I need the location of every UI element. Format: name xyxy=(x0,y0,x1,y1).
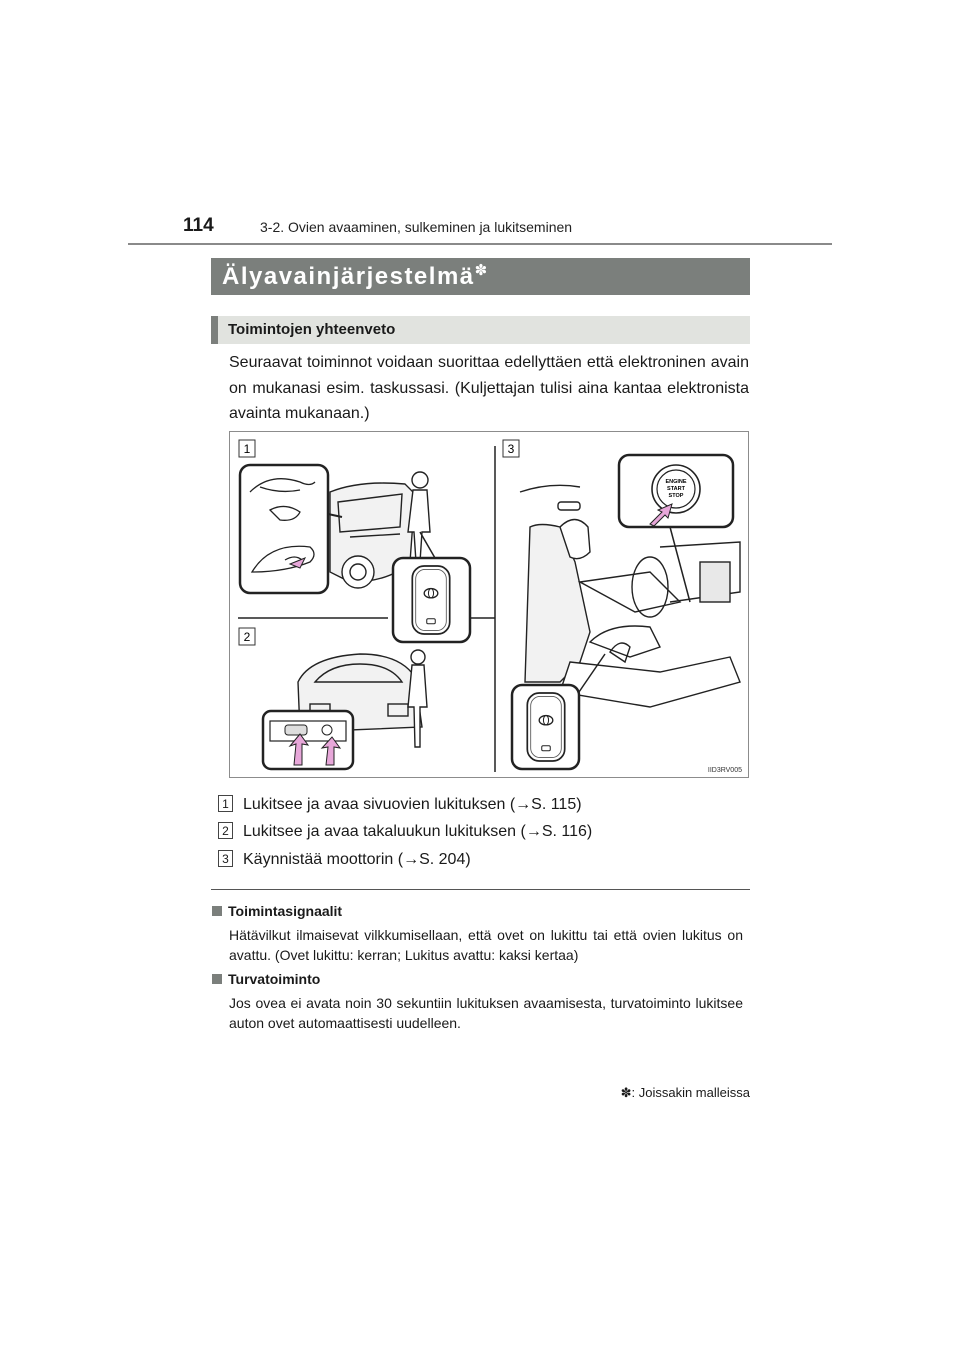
note-body: Jos ovea ei avata noin 30 sekuntiin lukituksen avaamisesta, turvatoiminto lukitsee auton ovet automaattisesti uudelleen. xyxy=(229,995,743,1031)
asterisk-icon: ✽ xyxy=(620,1085,632,1100)
footnote-text: : Joissakin malleissa xyxy=(631,1085,750,1100)
illustration-label-1 xyxy=(239,440,255,457)
engine-start-button-inset xyxy=(619,455,733,527)
key-fob-inset-3 xyxy=(512,685,579,769)
door-handle-inset xyxy=(240,465,328,593)
section-divider xyxy=(211,889,750,890)
section-title: 3-2. Ovien avaaminen, sulkeminen ja lukitseminen xyxy=(260,219,573,235)
item-text: Lukitsee ja avaa takaluukun lukituksen (→S. 116) xyxy=(243,823,593,840)
item-number: 1 xyxy=(218,795,233,812)
illustration-label-3 xyxy=(503,440,519,457)
note-title: Toimintasignaalit xyxy=(228,903,343,919)
smart-key-illustration xyxy=(229,431,749,778)
engine-button-label-1: ENGINE xyxy=(665,479,687,485)
main-heading-text: Älyavainjärjestelmä xyxy=(222,263,475,290)
list-item xyxy=(218,822,592,841)
tailgate-button-inset xyxy=(263,711,353,769)
note-heading xyxy=(212,971,320,987)
engine-button-label-3: STOP xyxy=(668,493,684,499)
page-number: 114 xyxy=(183,215,214,236)
subheading-banner xyxy=(211,316,750,344)
square-bullet-icon xyxy=(212,974,222,984)
asterisk-icon: ✽ xyxy=(474,262,489,279)
svg-text:1: 1 xyxy=(243,442,251,456)
subheading: Toimintojen yhteenveto xyxy=(228,321,396,338)
note-body: Hätävilkut ilmaisevat vilkkumisellaan, että ovet on lukittu tai että ovien lukitus on avattu. (Ovet lukittu: kerran; Lukitus avattu: kaksi kertaa) xyxy=(229,927,743,963)
main-heading-banner xyxy=(211,258,750,295)
illustration-code: IID3RV005 xyxy=(707,767,742,774)
list-item xyxy=(218,850,471,869)
note-heading xyxy=(212,903,342,919)
intro-paragraph: Seuraavat toiminnot voidaan suorittaa edellyttäen että elektroninen avain on mukanasi esim. taskussasi. (Kuljettajan tulisi aina kantaa elektronista avainta mukanaan.) xyxy=(229,354,749,422)
key-fob-inset-1 xyxy=(393,558,470,642)
svg-text:3: 3 xyxy=(507,442,515,456)
item-number: 3 xyxy=(218,850,233,867)
svg-text:2: 2 xyxy=(243,630,251,644)
header-rule xyxy=(128,243,832,245)
square-bullet-icon xyxy=(212,906,222,916)
item-text: Lukitsee ja avaa sivuovien lukituksen (→S. 115) xyxy=(243,796,582,813)
item-text: Käynnistää moottorin (→S. 204) xyxy=(243,851,471,868)
main-heading xyxy=(222,263,489,291)
illustration-label-2 xyxy=(239,628,255,645)
list-item xyxy=(218,795,582,814)
footnote xyxy=(548,1085,750,1101)
illustration-drawing xyxy=(230,432,748,777)
note-title: Turvatoiminto xyxy=(228,971,321,987)
engine-button-label-2: START xyxy=(667,486,685,492)
item-number: 2 xyxy=(218,822,233,839)
